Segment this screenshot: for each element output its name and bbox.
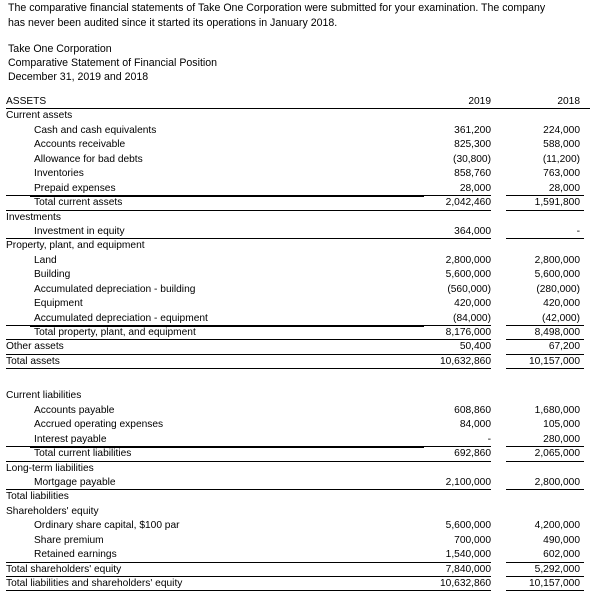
- value-2018: 588,000: [543, 139, 580, 151]
- table-row: [6, 196, 590, 210]
- label-overline: [30, 196, 424, 197]
- table-row: [6, 476, 590, 490]
- value-underline: [506, 447, 584, 461]
- label-underline: [6, 590, 424, 591]
- value-2018: -: [576, 225, 580, 237]
- value-underline: [506, 355, 584, 369]
- row-label: Allowance for bad debts: [34, 153, 143, 165]
- company-name: Take One Corporation: [8, 43, 112, 55]
- value-2018: 280,000: [543, 433, 580, 445]
- value-2018: 8,498,000: [534, 327, 580, 338]
- value-underline: [424, 476, 491, 490]
- value-underline: [424, 312, 491, 326]
- value-2019: (30,800): [453, 153, 491, 165]
- value-2018: 763,000: [543, 168, 580, 180]
- value-2019: -: [487, 433, 491, 445]
- value-2019: 8,176,000: [445, 327, 491, 338]
- row-label: Building: [34, 269, 71, 281]
- value-underline: [424, 548, 491, 562]
- value-underline: [506, 182, 584, 196]
- row-label: Inventories: [34, 168, 84, 180]
- row-label: Share premium: [34, 534, 104, 546]
- value-2018: 2018: [557, 96, 580, 107]
- value-2019: 2019: [468, 96, 491, 107]
- table-row: [6, 519, 590, 533]
- value-2018: 490,000: [543, 534, 580, 546]
- row-label: Ordinary share capital, $100 par: [34, 520, 180, 532]
- row-label: Investments: [6, 211, 61, 223]
- row-label: Land: [34, 254, 57, 266]
- table-row: [6, 167, 590, 181]
- row-label: Retained earnings: [34, 549, 117, 561]
- value-2018: 5,292,000: [534, 563, 580, 575]
- row-label: Total liabilities and shareholders' equity: [6, 578, 183, 589]
- value-2019: 364,000: [454, 225, 491, 237]
- row-label: Accounts receivable: [34, 139, 126, 151]
- value-2018: 602,000: [543, 549, 580, 561]
- value-2019: 50,400: [459, 341, 491, 353]
- value-2019: 2,042,460: [445, 197, 491, 209]
- value-underline: [424, 433, 491, 447]
- value-underline: [506, 476, 584, 490]
- value-2018: 10,157,000: [529, 578, 580, 589]
- value-2019: 5,600,000: [445, 269, 491, 281]
- row-label: Other assets: [6, 341, 64, 353]
- table-row: [6, 534, 590, 548]
- row-label: Total property, plant, and equipment: [34, 327, 196, 338]
- value-underline: [506, 563, 584, 577]
- value-2018: 1,591,800: [534, 197, 580, 209]
- value-underline: [424, 182, 491, 196]
- statement-title: Comparative Statement of Financial Position: [8, 57, 218, 69]
- row-label: Total current assets: [34, 197, 123, 209]
- row-label: Property, plant, and equipment: [6, 240, 145, 252]
- value-2019: 2,100,000: [445, 476, 491, 488]
- financial-position-table: [6, 95, 590, 591]
- spacer-row: [6, 369, 590, 389]
- value-underline: [506, 225, 584, 239]
- value-underline: [506, 312, 584, 326]
- table-row: [6, 124, 590, 138]
- table-row: [6, 418, 590, 432]
- row-label: Investment in equity: [34, 225, 125, 237]
- row-label: Shareholders' equity: [6, 505, 99, 517]
- row-label: Total current liabilities: [34, 448, 132, 460]
- value-2018: 10,157,000: [529, 355, 580, 367]
- value-2018: 4,200,000: [534, 520, 580, 532]
- section-row: [6, 389, 590, 403]
- value-underline: [424, 340, 491, 354]
- value-underline: [424, 447, 491, 461]
- value-underline: [424, 355, 491, 369]
- value-2018: 105,000: [543, 419, 580, 431]
- section-row: [6, 505, 590, 519]
- section-row: [6, 211, 590, 225]
- row-label: Cash and cash equivalents: [34, 124, 157, 136]
- value-underline: [424, 577, 491, 591]
- row-label: Accumulated depreciation - building: [34, 283, 196, 295]
- intro-line-2: has never been audited since it started its operations in January 2018.: [8, 17, 338, 29]
- row-label: Mortgage payable: [34, 476, 116, 488]
- value-2018: 2,800,000: [534, 476, 580, 488]
- table-row: [6, 312, 590, 326]
- value-2019: 28,000: [459, 182, 491, 194]
- table-row: [6, 355, 590, 369]
- table-row: [6, 138, 590, 152]
- statement-period: December 31, 2019 and 2018: [8, 71, 149, 83]
- table-row: [6, 283, 590, 297]
- label-overline: [30, 326, 424, 327]
- row-label: Accounts payable: [34, 404, 115, 416]
- section-row: [6, 462, 590, 476]
- section-row: [6, 109, 590, 123]
- value-2019: 608,860: [454, 404, 491, 416]
- value-underline: [506, 340, 584, 354]
- row-label: ASSETS: [6, 96, 47, 107]
- row-label: Long-term liabilities: [6, 462, 94, 474]
- value-2018: 224,000: [543, 124, 580, 136]
- table-row: [6, 254, 590, 268]
- table-row: [6, 268, 590, 282]
- table-row: [6, 340, 590, 354]
- value-2019: 7,840,000: [445, 563, 491, 575]
- value-2018: (11,200): [542, 153, 580, 165]
- value-2019: 825,300: [454, 139, 491, 151]
- row-label: Current liabilities: [6, 390, 82, 402]
- statement-header: [8, 42, 217, 84]
- value-2019: 692,860: [454, 448, 491, 460]
- value-underline: [424, 225, 491, 239]
- table-row: [6, 225, 590, 239]
- row-label: Interest payable: [34, 433, 107, 445]
- value-underline: [506, 433, 584, 447]
- value-2019: 10,632,860: [440, 578, 491, 589]
- row-label: Total shareholders' equity: [6, 563, 122, 575]
- value-2018: 5,600,000: [534, 269, 580, 281]
- value-2018: 420,000: [543, 298, 580, 310]
- row-label: Accumulated depreciation - equipment: [34, 312, 208, 324]
- table-row: [6, 297, 590, 311]
- table-row: [6, 182, 590, 196]
- value-underline: [506, 326, 584, 340]
- row-label: Prepaid expenses: [34, 182, 116, 194]
- table-row: [6, 404, 590, 418]
- value-2019: 420,000: [454, 298, 491, 310]
- table-row: [6, 548, 590, 562]
- value-underline: [506, 196, 584, 210]
- table-row: [6, 447, 590, 461]
- row-label: Accrued operating expenses: [34, 419, 164, 431]
- value-2019: (84,000): [453, 312, 491, 324]
- value-2018: 2,065,000: [534, 448, 580, 460]
- value-2019: (560,000): [447, 283, 491, 295]
- value-underline: [506, 548, 584, 562]
- column-header-row: [6, 95, 590, 109]
- table-row: [6, 433, 590, 447]
- value-2019: 858,760: [454, 168, 491, 180]
- value-underline: [424, 326, 491, 340]
- value-2019: 10,632,860: [440, 355, 491, 367]
- value-2019: 2,800,000: [445, 254, 491, 266]
- value-2018: 67,200: [548, 341, 580, 353]
- table-row: [6, 153, 590, 167]
- label-overline: [30, 447, 424, 448]
- row-label: Current assets: [6, 110, 73, 122]
- row-label: Total assets: [6, 355, 60, 367]
- value-2019: 700,000: [454, 534, 491, 546]
- value-underline: [424, 196, 491, 210]
- value-2018: 2,800,000: [534, 254, 580, 266]
- value-2018: 28,000: [548, 182, 580, 194]
- row-label: Total liabilities: [6, 491, 69, 503]
- value-2019: 5,600,000: [445, 520, 491, 532]
- intro-line-1: The comparative financial statements of Take One Corporation were submitted for your examination. The company: [8, 2, 546, 14]
- value-underline: [424, 563, 491, 577]
- section-row: [6, 490, 590, 504]
- table-row: [6, 577, 590, 591]
- value-2018: 1,680,000: [534, 404, 580, 416]
- value-2018: (42,000): [542, 312, 580, 324]
- intro-paragraph: [8, 1, 588, 31]
- value-2019: 361,200: [454, 124, 491, 136]
- value-underline: [506, 577, 584, 591]
- row-label: Equipment: [34, 298, 83, 310]
- value-2018: (280,000): [536, 283, 580, 295]
- section-row: [6, 239, 590, 253]
- table-row: [6, 326, 590, 340]
- table-row: [6, 563, 590, 577]
- value-2019: 1,540,000: [445, 549, 491, 561]
- value-2019: 84,000: [459, 419, 491, 431]
